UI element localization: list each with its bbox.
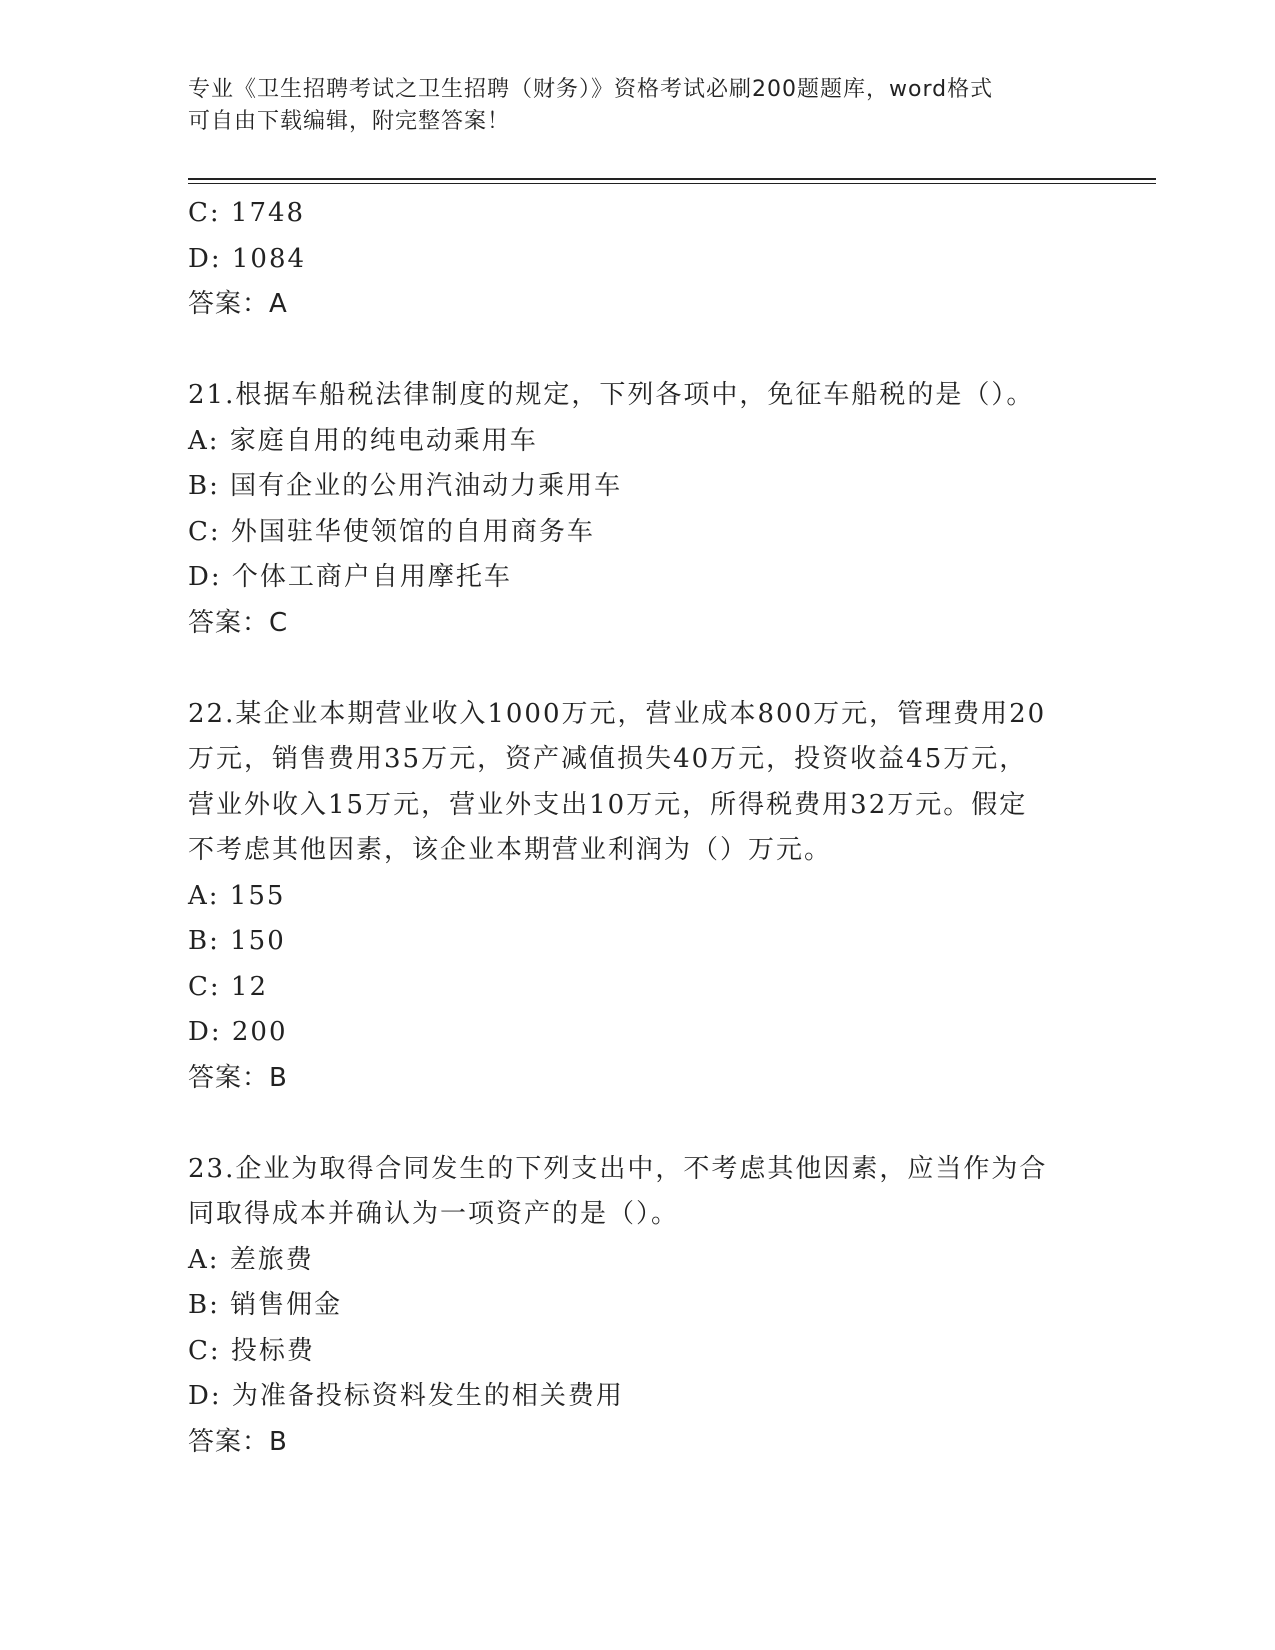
document-header: [188, 74, 1088, 138]
answer-line: 答案：A: [188, 289, 288, 319]
header-divider-thin: [188, 183, 1156, 184]
answer-line: 答案：B: [188, 1062, 288, 1093]
question-stem-line-3: 营业外收入15万元，营业外支出10万元，所得税费用32万元。假定: [188, 789, 1028, 820]
option-a: A: 家庭自用的纯电动乘用车: [188, 425, 538, 456]
option-c: C: 投标费: [188, 1335, 315, 1366]
option-b: B: 国有企业的公用汽油动力乘用车: [188, 471, 623, 501]
option-d: D: 为准备投标资料发生的相关费用: [188, 1381, 624, 1411]
question-stem-line-2: 万元，销售费用35万元，资产减值损失40万元，投资收益45万元，: [188, 744, 1028, 774]
question-stem-line-1: 23.企业为取得合同发生的下列支出中，不考虑其他因素，应当作为合: [188, 1153, 1048, 1184]
question-22: [188, 692, 1078, 1102]
question-stem-line-4: 不考虑其他因素，该企业本期营业利润为（）万元。: [188, 835, 833, 865]
question-stem-line-1: 22.某企业本期营业收入1000万元，营业成本800万元，管理费用20: [188, 698, 1047, 729]
spacer: [188, 1101, 1078, 1147]
option-d: D: 200: [188, 1017, 288, 1047]
option-d: D: 个体工商户自用摩托车: [188, 562, 512, 592]
header-title-line-1: 专业《卫生招聘考试之卫生招聘（财务）》资格考试必刷200题题库，word格式: [188, 77, 994, 102]
option-a: A: 155: [188, 880, 286, 911]
spacer: [188, 646, 1078, 692]
question-stem: 21.根据车船税法律制度的规定，下列各项中，免征车船税的是（）。: [188, 380, 1035, 410]
option-b: B: 150: [188, 926, 286, 956]
option-c: C: 12: [188, 971, 269, 1002]
answer-line: 答案：B: [188, 1426, 288, 1457]
question-21: [188, 373, 1078, 646]
previous-question-tail: [188, 191, 1078, 328]
option-c: C: 1748: [188, 198, 306, 228]
answer-line: 答案：C: [188, 607, 289, 638]
question-23: [188, 1147, 1078, 1466]
option-c: C: 外国驻华使领馆的自用商务车: [188, 516, 595, 547]
header-divider: [188, 178, 1156, 180]
spacer: [188, 328, 1078, 374]
option-b: B: 销售佣金: [188, 1290, 343, 1320]
question-stem-line-2: 同取得成本并确认为一项资产的是（）。: [188, 1199, 680, 1229]
option-d: D: 1084: [188, 243, 307, 274]
question-list: [188, 191, 1078, 1465]
header-title-line-2: 可自由下载编辑，附完整答案！: [188, 109, 511, 134]
option-a: A: 差旅费: [188, 1244, 314, 1275]
